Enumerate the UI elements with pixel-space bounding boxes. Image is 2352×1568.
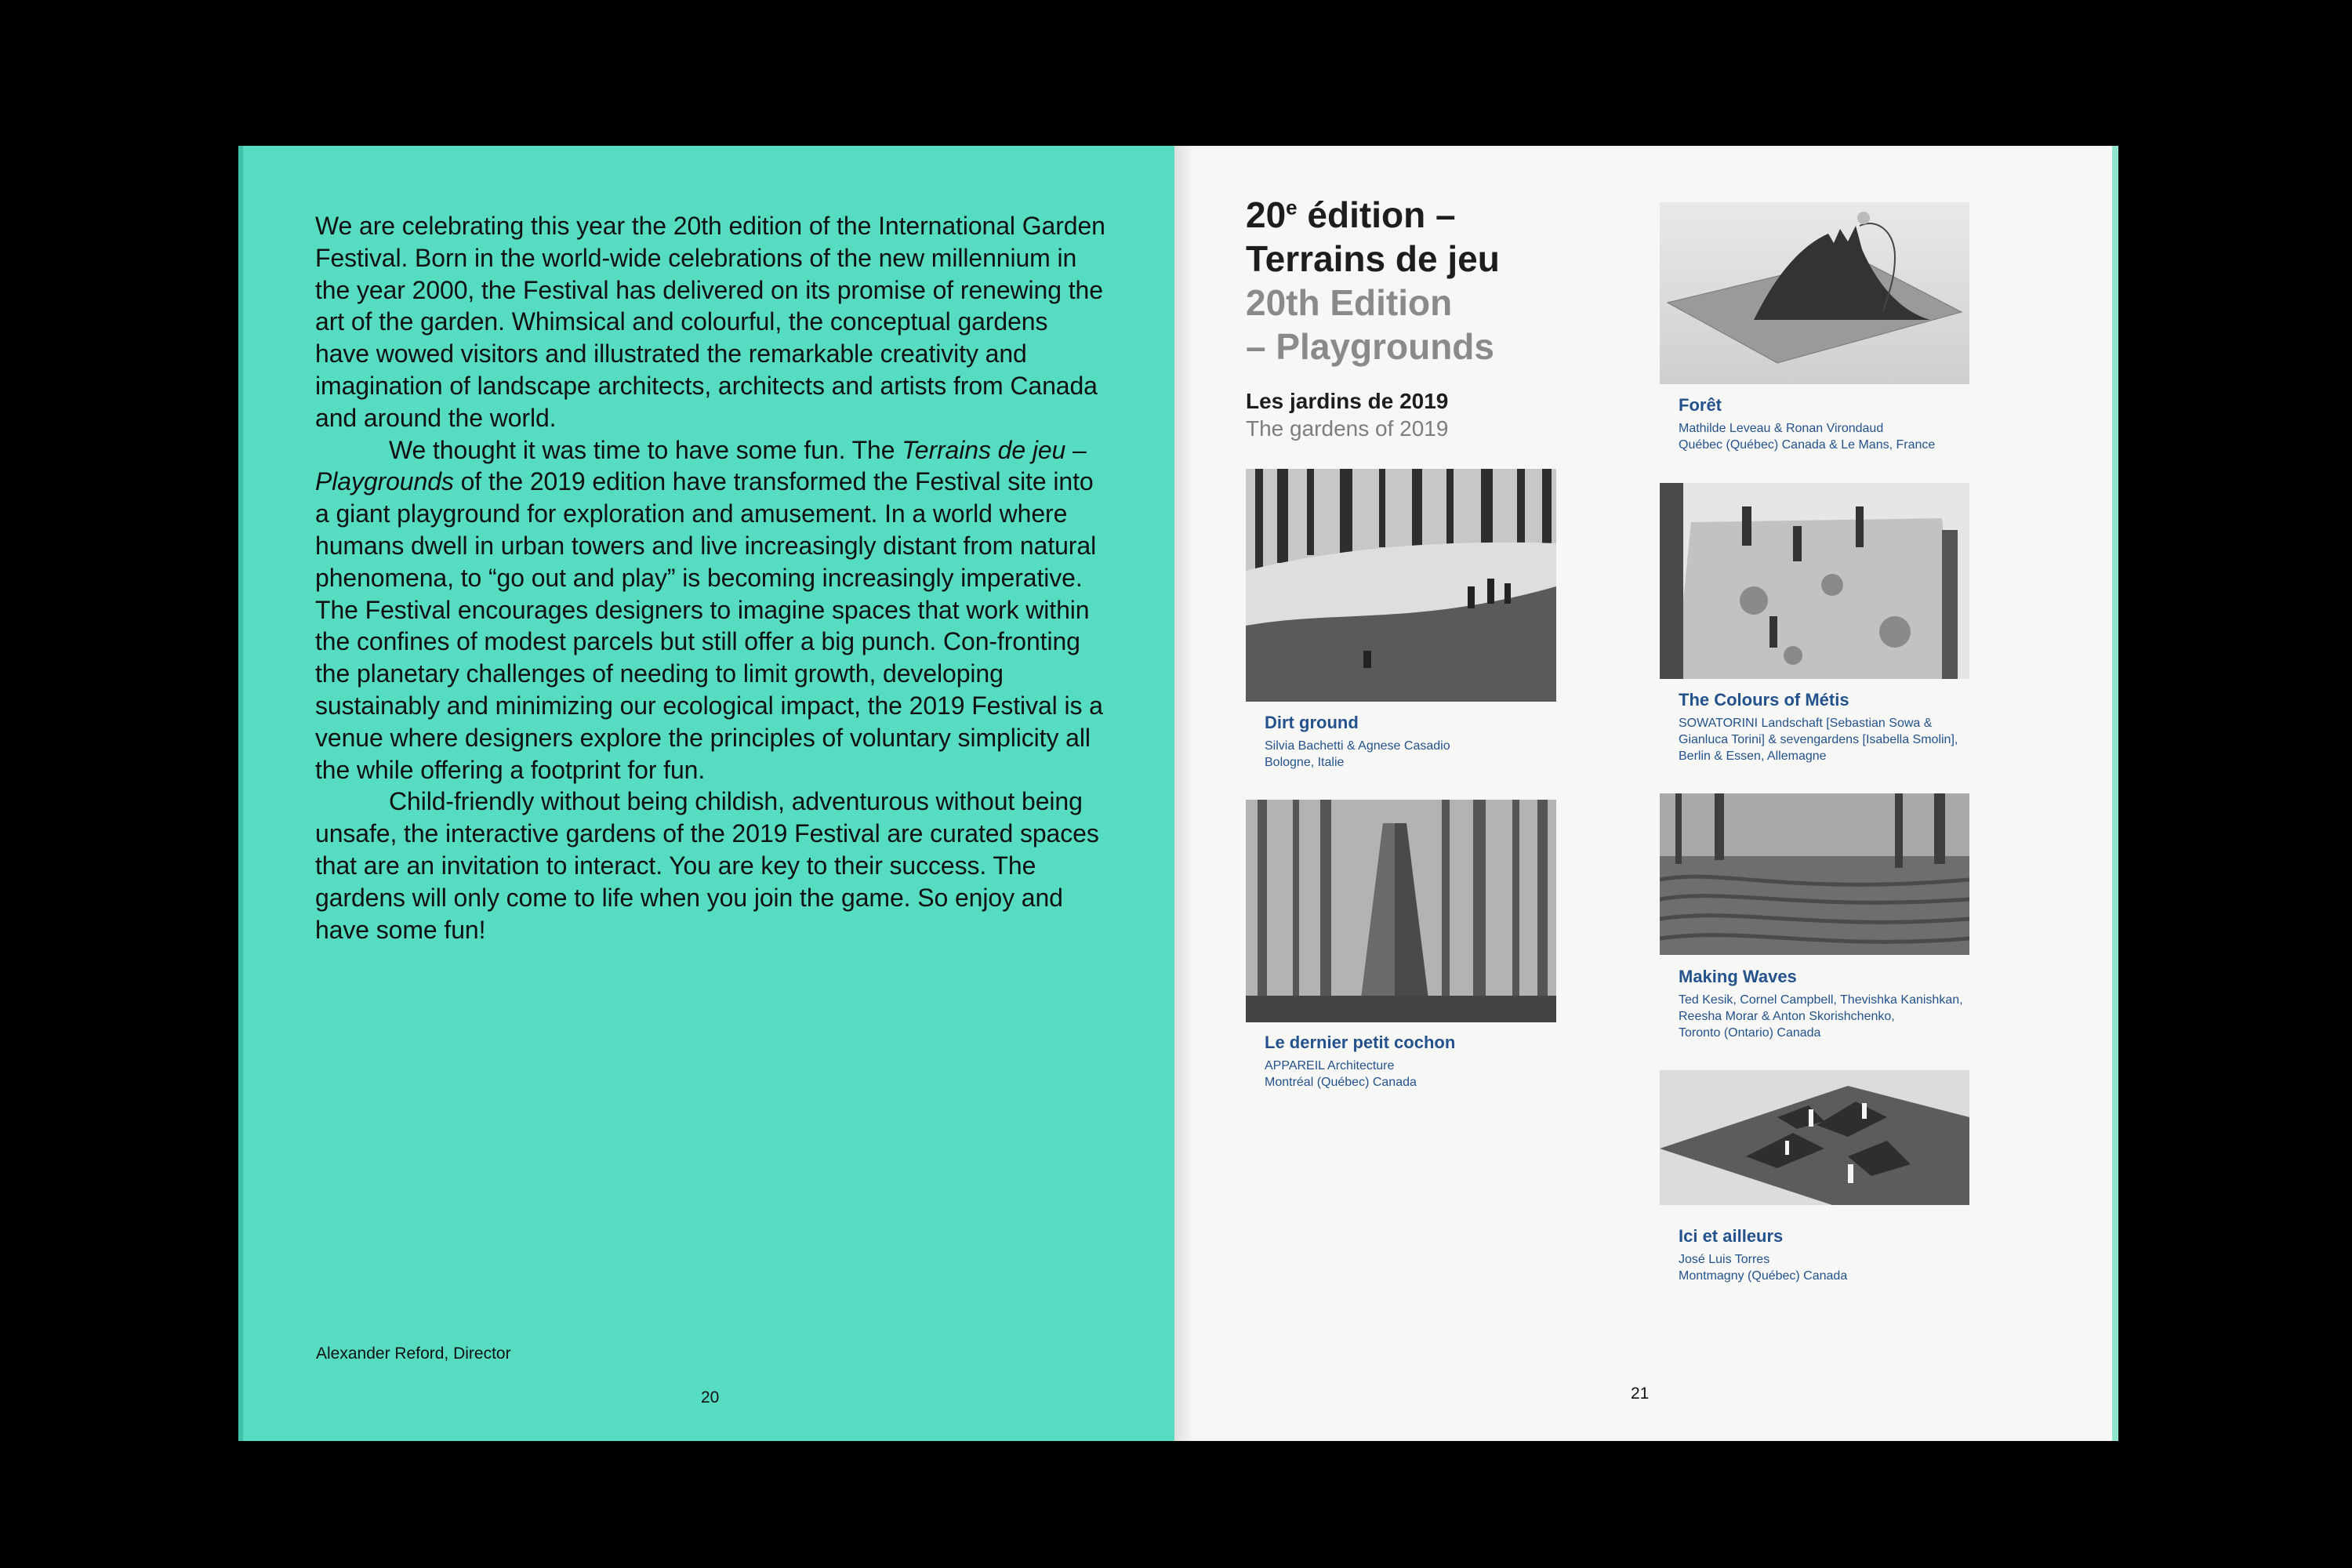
photo-le-dernier-petit-cochon [1246, 800, 1556, 1022]
intro-paragraph-3: Child-friendly without being childish, adventurous without being unsafe, the interactive gardens of the 2019 Festival are curated spaces that are an invitation to interact. You are key to their success. The gardens will only come to life when you join the game. So enjoy and have some fun! [315, 787, 1099, 944]
title-en-line1: 20th Edition [1246, 282, 1453, 323]
photo-foret [1660, 202, 1969, 384]
fold-shadow [1174, 146, 1193, 1441]
garden-credit-dirt-ground: Silvia Bachetti & Agnese Casadio Bologne, Italie [1265, 739, 1450, 769]
intro-text [315, 210, 1107, 946]
title-fr-line1: 20e édition – [1246, 194, 1456, 235]
photo-dirt-ground [1246, 469, 1556, 702]
page-edge-right [2112, 146, 2118, 1441]
garden-credit-le-dernier-petit-cochon: APPAREIL Architecture Montréal (Québec) Canada [1265, 1059, 1417, 1089]
photo-ici-et-ailleurs [1660, 1070, 1969, 1205]
title-en-line2: – Playgrounds [1246, 326, 1494, 367]
garden-title-colours-of-metis: The Colours of Métis [1679, 690, 1849, 710]
garden-title-dirt-ground: Dirt ground [1265, 713, 1359, 732]
photo-colours-of-metis [1660, 483, 1969, 679]
page-title [1246, 193, 1500, 368]
garden-title-foret: Forêt [1679, 395, 1722, 415]
intro-paragraph-2: We thought it was time to have some fun. The Terrains de jeu – Playgrounds of the 2019 edition have transformed the Festival site into a giant playground for exploration and amusement. In a world where humans dwell in urban towers and live increasingly distant from natural phenomena, to “go out and play” is becoming increasingly imperative. The Festival encourages designers to imagine spaces that work within the confines of modest parcels but still offer a big punch. Con-fronting the planetary challenges of needing to limit growth, developing sustainably and minimizing our ecological impact, the 2019 Festival is a venue where designers explore the principles of voluntary simplicity all the while offering a footprint for fun. [315, 435, 1103, 784]
title-fr-line2: Terrains de jeu [1246, 238, 1500, 279]
garden-credit-making-waves: Ted Kesik, Cornel Campbell, Thevishka Kanishkan, Reesha Morar & Anton Skorishchenko, Toronto (Ontario) Canada [1679, 993, 1963, 1040]
garden-title-le-dernier-petit-cochon: Le dernier petit cochon [1265, 1033, 1456, 1052]
page-number-left: 20 [701, 1388, 720, 1406]
garden-title-making-waves: Making Waves [1679, 967, 1797, 986]
garden-title-ici-et-ailleurs: Ici et ailleurs [1679, 1226, 1784, 1246]
intro-paragraph-1: We are celebrating this year the 20th edition of the International Garden Festival. Born in the world-wide celebrations of the new millennium in the year 2000, the Festival has delivered on its promise of renewing the art of the garden. Whimsical and colourful, the conceptual gardens have wowed visitors and illustrated the remarkable creativity and imagination of landscape architects, architects and artists from Canada and around the world. [315, 212, 1105, 432]
signature: Alexander Reford, Director [316, 1345, 511, 1363]
subtitle-en: The gardens of 2019 [1246, 416, 1449, 441]
garden-credit-ici-et-ailleurs: José Luis Torres Montmagny (Québec) Canada [1679, 1253, 1848, 1283]
page-number-right: 21 [1631, 1385, 1650, 1403]
subtitle-fr: Les jardins de 2019 [1246, 389, 1449, 413]
page-edge [238, 146, 243, 1441]
garden-credit-foret: Mathilde Leveau & Ronan Virondaud Québec (Québec) Canada & Le Mans, France [1679, 422, 1936, 452]
photo-making-waves [1660, 793, 1969, 955]
section-subtitle [1246, 387, 1448, 442]
garden-credit-colours-of-metis: SOWATORINI Landschaft [Sebastian Sowa & Gianluca Torini] & sevengardens [Isabella Smolin], Berlin & Essen, Allemagne [1679, 717, 1958, 763]
